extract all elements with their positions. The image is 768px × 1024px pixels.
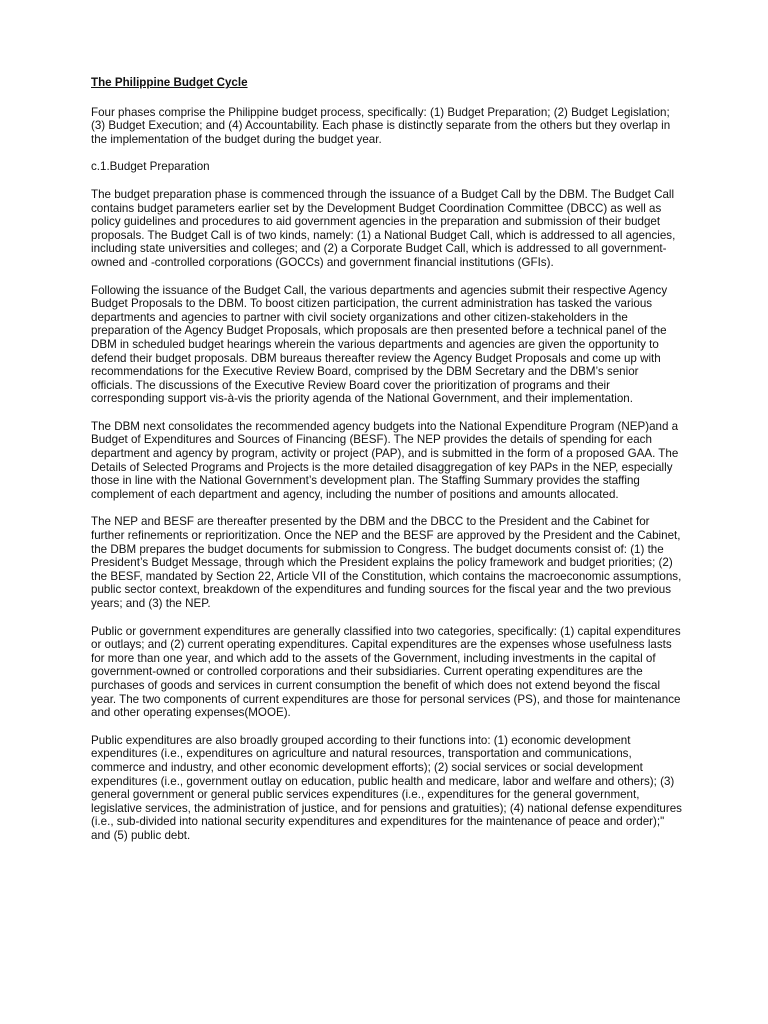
body-paragraph-2: Following the issuance of the Budget Call, the various departments and agencies submit their respective Agency Budget Proposals to the DBM. To boost citizen participation, the current administration has tasked the various departments and agencies to partner with civil society organizations and other citizen-stakeholders in the preparation of the Agency Budget Proposals, which proposals are then presented before a technical panel of the DBM in scheduled budget hearings wherein the various departments and agencies are given the opportunity to defend their budget proposals. DBM bureaus thereafter review the Agency Budget Proposals and come up with recommendations for the Executive Review Board, comprised by the DBM Secretary and the DBM’s senior officials. The discussions of the Executive Review Board cover the prioritization of programs and their corresponding support vis-à-vis the priority agenda of the National Government, and their implementation. [91,283,668,406]
body-paragraph-6: Public expenditures are also broadly grouped according to their functions into: (1) economic development expenditures (i.e., expenditures on agriculture and natural resources, transportation and communications, commerce and industry, and other economic development efforts); (2) social services or social development expenditures (i.e., government outlay on education, public health and medicare, labor and welfare and others); (3) general government or general public services expenditures (i.e., expenditures for the general government, legislative services, the administration of justice, and for pensions and gratuities); (4) national defense expenditures (i.e., sub-divided into national security expenditures and expenditures for the maintenance of peace and order);" and (5) public debt. [91,733,682,842]
intro-paragraph: Four phases comprise the Philippine budget process, specifically: (1) Budget Preparation; (2) Budget Legislation; (3) Budget Execution; and (4) Accountability. Each phase is distinctly separate from the others but they overlap in the implementation of the budget during the budget year. [91,105,671,146]
body-paragraph-4: The NEP and BESF are thereafter presented by the DBM and the DBCC to the President and the Cabinet for further refinements or reprioritization. Once the NEP and the BESF are approved by the President and the Cabinet, the DBM prepares the budget documents for submission to Congress. The budget documents consist of: (1) the President’s Budget Message, through which the President explains the policy framework and budget priorities; (2) the BESF, mandated by Section 22, Article VII of the Constitution, which contains the macroeconomic assumptions, public sector context, breakdown of the expenditures and funding sources for the fiscal year and the two previous years; and (3) the NEP. [91,515,682,610]
body-paragraph-1: The budget preparation phase is commenced through the issuance of a Budget Call by the DBM. The Budget Call contains budget parameters earlier set by the Development Budget Coordination Committee (DBCC) as well as policy guidelines and procedures to aid government agencies in the preparation and submission of their budget proposals. The Budget Call is of two kinds, namely: (1) a National Budget Call, which is addressed to all agencies, including state universities and colleges; and (2) a Corporate Budget Call, which is addressed to all government-owned and -controlled corporations (GOCCs) and government financial institutions (GFIs). [91,187,676,269]
body-paragraph-3: The DBM next consolidates the recommended agency budgets into the National Expenditure Program (NEP)and a Budget of Expenditures and Sources of Financing (BESF). The NEP provides the details of spending for each department and agency by program, activity or project (PAP), and is submitted in the form of a proposed GAA. The Details of Selected Programs and Projects is the more detailed disaggregation of key PAPs in the NEP, especially those in line with the National Government’s development plan. The Staffing Summary provides the staffing complement of each department and agency, including the number of positions and amounts allocated. [91,419,679,501]
body-paragraph-5: Public or government expenditures are generally classified into two categories, specifically: (1) capital expenditures or outlays; and (2) current operating expenditures. Capital expenditures are the expenses whose usefulness lasts for more than one year, and which add to the assets of the Government, including investments in the capital of government-owned or controlled corporations and their subsidiaries. Current operating expenditures are the purchases of goods and services in current consumption the benefit of which does not extend beyond the fiscal year. The two components of current expenditures are those for personal services (PS), and those for maintenance and other operating expenses(MOOE). [91,624,681,720]
document-title: The Philippine Budget Cycle [91,76,248,89]
document-page [91,76,683,857]
section-heading: c.1.Budget Preparation [91,160,210,174]
